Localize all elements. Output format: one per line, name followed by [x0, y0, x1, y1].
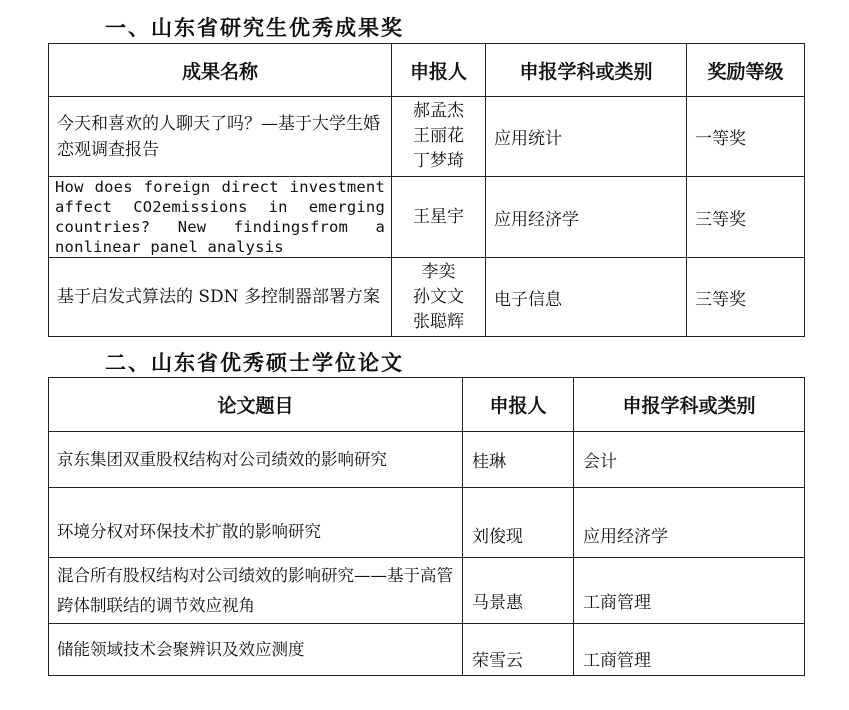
applicant-name: 王丽花 — [413, 126, 464, 146]
applicant-name: 孙文文 — [413, 286, 464, 307]
applicant-name: 李奕 — [421, 261, 456, 282]
awards-header-row — [49, 44, 805, 97]
table-row — [49, 432, 805, 488]
award-level-cell: 三等奖 — [687, 258, 805, 337]
header-category: 申报学科或类别 — [574, 378, 805, 432]
category-cell: 工商管理 — [574, 558, 805, 624]
header-applicant: 申报人 — [392, 44, 486, 97]
award-level-cell: 三等奖 — [687, 177, 805, 258]
awards-table — [48, 43, 805, 337]
section-1-title: 一、山东省研究生优秀成果奖 — [105, 16, 404, 40]
applicant-name: 郝孟杰 — [413, 101, 464, 121]
applicants-cell — [392, 258, 486, 337]
header-category: 申报学科或类别 — [486, 44, 687, 97]
category-cell: 工商管理 — [574, 624, 805, 676]
table-row — [49, 488, 805, 558]
header-thesis-title: 论文题目 — [49, 378, 463, 432]
award-level-cell: 一等奖 — [687, 97, 805, 177]
category-cell: 电子信息 — [486, 258, 687, 337]
achievement-title: 今天和喜欢的人聊天了吗？—基于大学生婚恋观调查报告 — [49, 97, 392, 177]
category-cell: 会计 — [574, 432, 805, 488]
table-row — [49, 258, 805, 337]
applicant-name: 张聪辉 — [413, 311, 464, 332]
category-cell: 应用统计 — [486, 97, 687, 177]
thesis-title: 混合所有股权结构对公司绩效的影响研究——基于高管跨体制联结的调节效应视角 — [49, 558, 463, 624]
applicant-cell: 刘俊现 — [463, 488, 574, 558]
table-row — [49, 558, 805, 624]
category-cell: 应用经济学 — [486, 177, 687, 258]
applicant-name: 丁梦琦 — [413, 151, 464, 171]
thesis-title: 储能领域技术会聚辨识及效应测度 — [49, 624, 463, 676]
applicant-cell: 马景惠 — [463, 558, 574, 624]
table-row — [49, 177, 805, 258]
section-2-title: 二、山东省优秀硕士学位论文 — [105, 351, 404, 375]
applicant-cell: 桂琳 — [463, 432, 574, 488]
header-achievement-name: 成果名称 — [49, 44, 392, 97]
table-row — [49, 624, 805, 676]
header-applicant: 申报人 — [463, 378, 574, 432]
header-award-level: 奖励等级 — [687, 44, 805, 97]
achievement-title: How does foreign direct investment affect CO2emissions in emerging countries? New findingsfrom a nonlinear panel analysis — [49, 177, 392, 258]
applicant-cell: 荣雪云 — [463, 624, 574, 676]
thesis-table — [48, 377, 805, 676]
applicants-cell — [392, 177, 486, 258]
applicant-name: 王星宇 — [413, 206, 464, 227]
thesis-title: 环境分权对环保技术扩散的影响研究 — [49, 488, 463, 558]
applicants-cell — [392, 97, 486, 177]
thesis-title: 京东集团双重股权结构对公司绩效的影响研究 — [49, 432, 463, 488]
thesis-header-row — [49, 378, 805, 432]
table-row — [49, 97, 805, 177]
category-cell: 应用经济学 — [574, 488, 805, 558]
achievement-title: 基于启发式算法的 SDN 多控制器部署方案 — [49, 258, 392, 337]
